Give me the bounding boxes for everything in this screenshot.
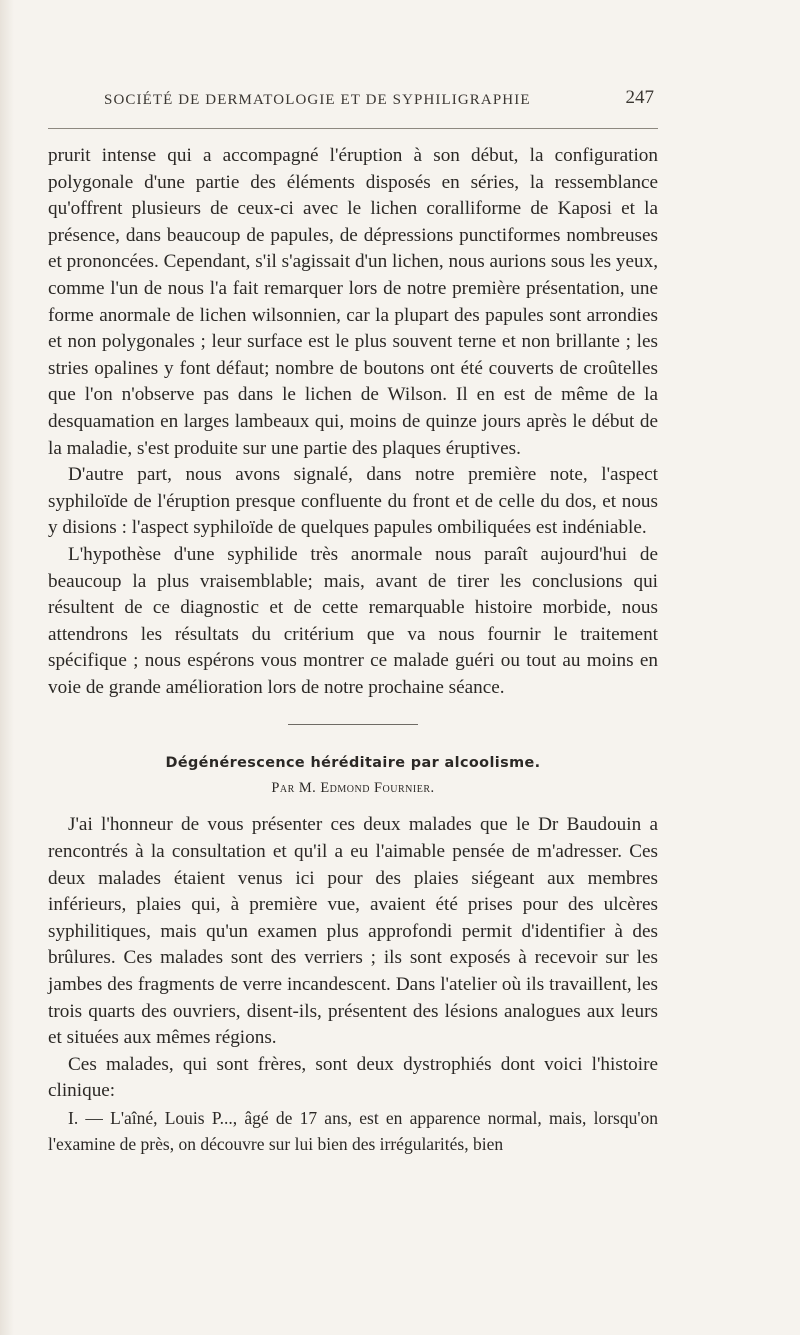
- page-body: [48, 143, 658, 1157]
- body-paragraph: D'autre part, nous avons signalé, dans notre première note, l'aspect syphiloïde de l'éruption presque confluente du front et de celle du dos, et nous y disions : l'aspect syphiloïde de quelques papules ombiliquées est indéniable.: [48, 464, 658, 539]
- page-number: 247: [625, 87, 654, 108]
- body-paragraph: L'hypothèse d'une syphilide très anormale nous paraît aujourd'hui de beaucoup la plus vraisemblable; mais, avant de tirer les conclusions qui résultent de ce diagnostic et de cette remarquable histoire morbide, nous attendrons les résultats du critérium que va nous fournir le traitement spécifique ; nous espérons vous montrer ce malade guéri ou tout au moins en voie de grande amélioration lors de notre prochaine séance.: [48, 543, 658, 698]
- header-rule: [48, 128, 658, 129]
- body-paragraph: prurit intense qui a accompagné l'éruption à son début, la configuration polygonale d'une partie des éléments disposés en séries, la ressemblance qu'offrent plusieurs de ceux-ci avec le lichen coralliforme de Kaposi et la présence, dans beaucoup de papules, de dépressions punctiformes nombreuses et prononcées. Cependant, s'il s'agissait d'un lichen, nous aurions sous les yeux, comme l'un de nous l'a fait remarquer lors de notre première présentation, une forme anormale de lichen wilsonnien, car la plupart des papules sont arrondies et non polygonales ; leur surface est le plus souvent terne et non brillante ; les stries opalines y font défaut; nombre de boutons ont été couverts de croûtelles que l'on n'observe pas dans le lichen de Wilson. Il en est de même de la desquamation en larges lambeaux qui, moins de quinze jours après le début de la maladie, s'est produite sur une partie des plaques éruptives.: [48, 145, 658, 459]
- running-title: SOCIÉTÉ DE DERMATOLOGIE ET DE SYPHILIGRAPHIE: [104, 92, 531, 108]
- page-edge-shadow: [0, 0, 14, 1335]
- running-header: [48, 86, 658, 116]
- body-paragraph: Ces malades, qui sont frères, sont deux dystrophiés dont voici l'histoire clinique:: [48, 1053, 658, 1102]
- article-title: Dégénérescence héréditaire par alcoolisme.: [165, 755, 541, 772]
- article-author: Par M. Edmond Fournier.: [271, 780, 435, 797]
- body-paragraph: J'ai l'honneur de vous présenter ces deux malades que le Dr Baudouin a rencontrés à la consultation et qu'il a eu l'aimable pensée de m'adresser. Ces deux malades étaient venus ici pour des plaies siégeant aux membres inférieurs, plaies qui, à première vue, avaient été prises pour des ulcères syphilitiques, mais qu'un examen plus approfondi permit d'identifier à des brûlures. Ces malades sont des verriers ; ils sont exposés à recevoir sur les jambes des fragments de verre incandescent. Dans l'atelier où ils travaillent, les trois quarts des ouvriers, disent-ils, présentent des lésions analogues aux leurs et situées aux mêmes régions.: [48, 814, 658, 1049]
- section-divider: [288, 724, 418, 725]
- case-paragraph: I. — L'aîné, Louis P..., âgé de 17 ans, est en apparence normal, mais, lorsqu'on l'examine de près, on découvre sur lui bien des irrégularités, bien: [48, 1108, 658, 1154]
